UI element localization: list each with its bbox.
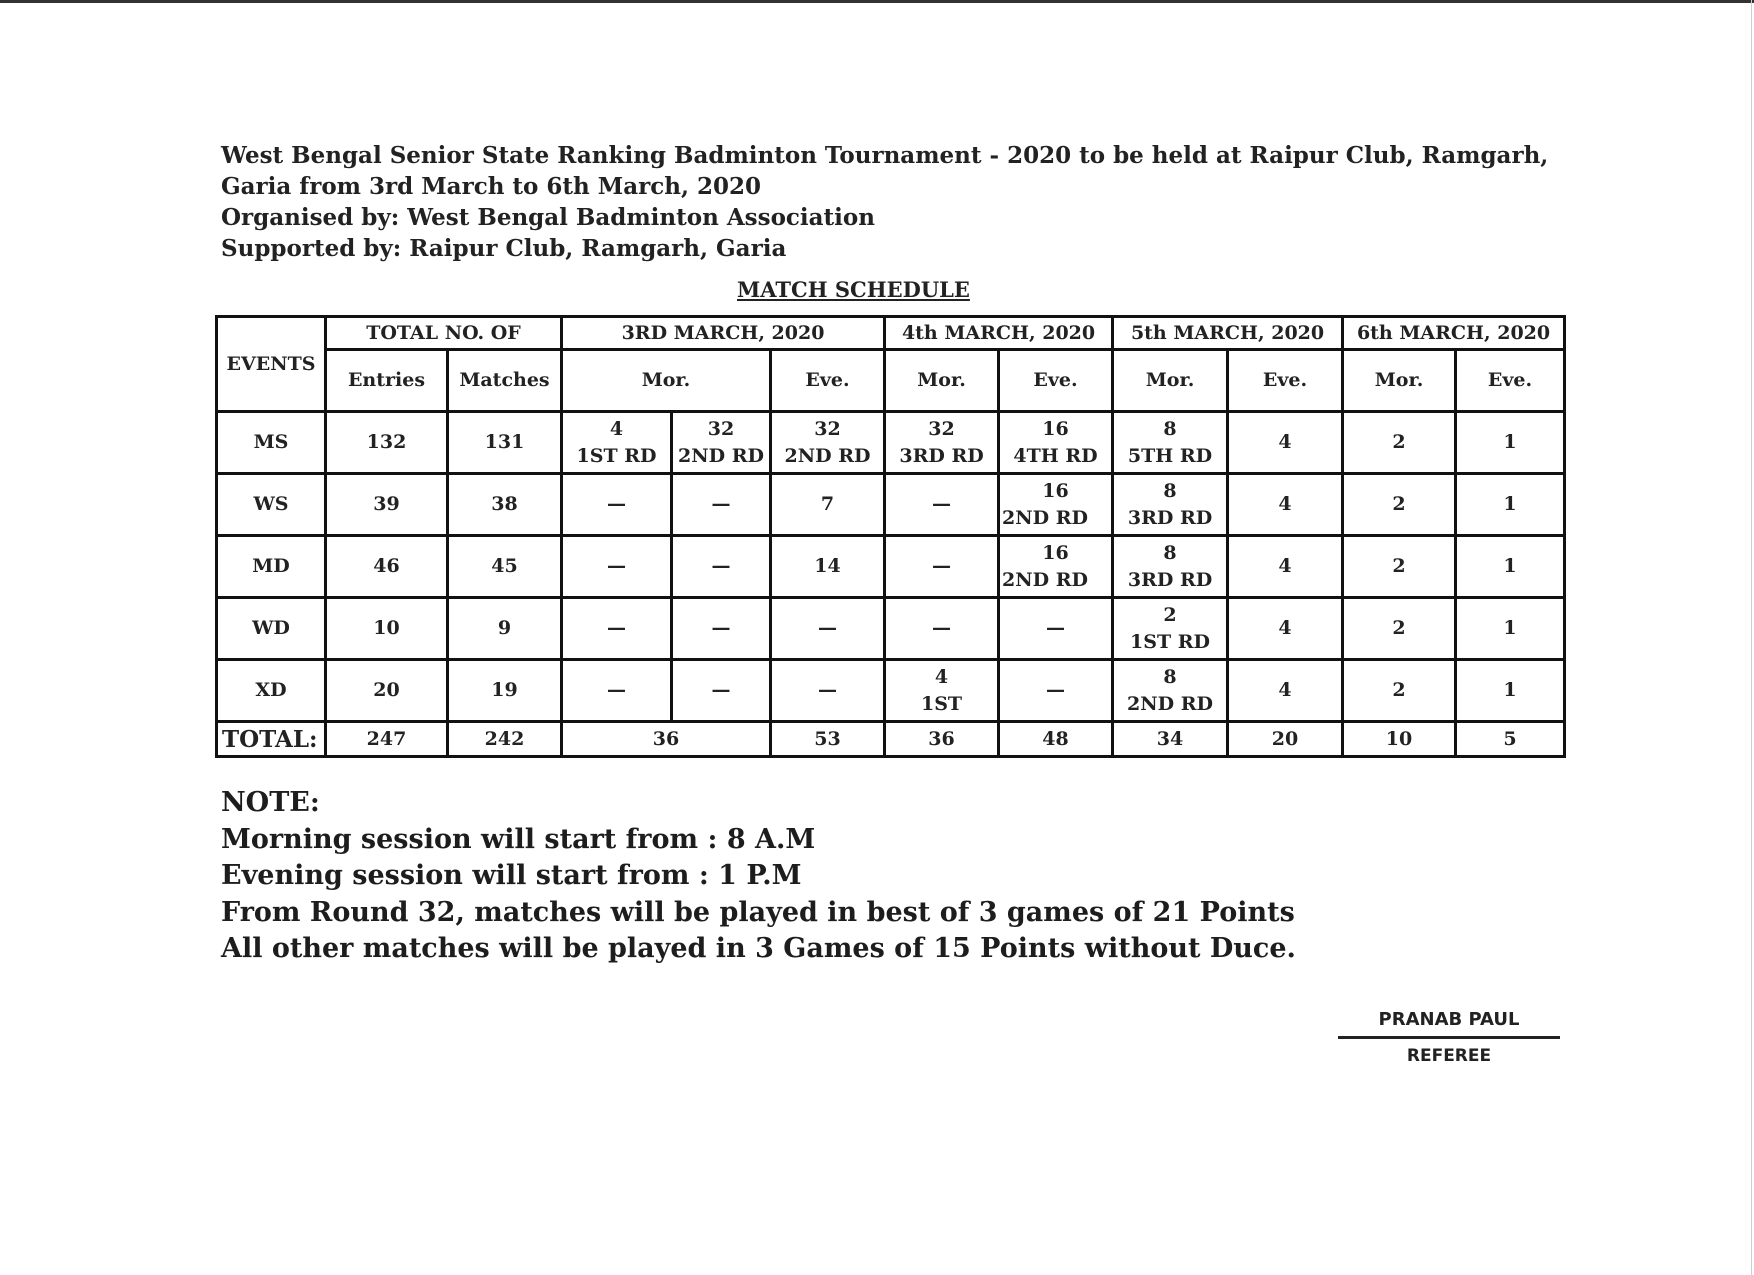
heading-line-1: West Bengal Senior State Ranking Badminton Tournament - 2020 to be held at Raipur Club, Ramgarh, [221,142,1549,169]
round-label: 2ND RD [1002,568,1088,591]
note-line-1: Morning session will start from : 8 A.M [221,823,816,855]
matches-cell: 19 [448,660,562,722]
event-cell: WD [217,598,326,660]
total-d2-eve: 48 [999,722,1113,757]
total-label: TOTAL: [217,722,326,757]
total-no-of-header: TOTAL NO. OF [326,317,562,350]
schedule-cell-d1-mor-a: — [562,660,672,722]
match-count: 2 [1392,431,1406,453]
entries-cell: 39 [326,474,448,536]
page-right-edge [1751,0,1752,1275]
schedule-cell-d4-eve: 1 [1456,474,1565,536]
event-cell: XD [217,660,326,722]
schedule-cell-d4-eve: 1 [1456,598,1565,660]
schedule-cell-d2-eve [999,536,1113,598]
schedule-cell-d4-mor: 2 [1343,660,1456,722]
total-matches: 242 [448,722,562,757]
d3-eve-header: Eve. [1228,350,1343,412]
entries-cell: 132 [326,412,448,474]
match-count: 16 [1042,541,1069,564]
match-count: 4 [934,665,949,688]
match-schedule-table [215,315,1566,758]
schedule-cell-d4-eve: 1 [1456,660,1565,722]
schedule-cell-d4-mor [1343,412,1456,474]
match-count: 8 [1163,665,1177,688]
total-d3-mor: 34 [1113,722,1228,757]
match-count: 4 [1278,431,1292,453]
total-row [217,722,1565,757]
total-d4-eve: 5 [1456,722,1565,757]
date-header-3: 5th MARCH, 2020 [1113,317,1343,350]
round-label: 2ND RD [1127,692,1213,715]
schedule-cell-d2-mor [885,412,999,474]
note-line-3: From Round 32, matches will be played in best of 3 games of 21 Points [221,896,1295,928]
schedule-cell-d2-mor: — [885,598,999,660]
event-cell: WS [217,474,326,536]
d2-mor-header: Mor. [885,350,999,412]
events-header: EVENTS [217,317,326,412]
d1-eve-header: Eve. [771,350,885,412]
referee-role: REFEREE [1406,1046,1492,1066]
table-row [217,536,1565,598]
match-count: 4 [609,417,624,440]
matches-cell: 38 [448,474,562,536]
schedule-cell-d1-eve: — [771,660,885,722]
schedule-cell-d2-eve: — [999,660,1113,722]
schedule-cell-d1-mor-a: — [562,474,672,536]
notes-section [221,785,1521,968]
match-count: 32 [814,417,841,440]
schedule-cell-d1-mor-b: — [672,660,771,722]
schedule-cell-d2-eve [999,412,1113,474]
schedule-cell-d1-eve: — [771,598,885,660]
header-group-row [217,317,1565,350]
schedule-cell-d3-eve: 4 [1228,660,1343,722]
schedule-cell-d3-eve [1228,412,1343,474]
schedule-cell-d4-mor: 2 [1343,474,1456,536]
heading-line-4: Supported by: Raipur Club, Ramgarh, Garia [221,235,787,262]
date-header-4: 6th MARCH, 2020 [1343,317,1565,350]
round-label: 1ST RD [576,444,657,467]
schedule-cell-d1-eve: 7 [771,474,885,536]
round-label: 1ST [920,692,963,715]
note-line-4: All other matches will be played in 3 Games of 15 Points without Duce. [221,933,1296,964]
d4-eve-header: Eve. [1456,350,1565,412]
round-label: 5TH RD [1127,444,1213,467]
d4-mor-header: Mor. [1343,350,1456,412]
schedule-cell-d2-mor: — [885,474,999,536]
schedule-cell-d3-mor [1113,536,1228,598]
page-top-edge [0,0,1754,3]
note-line-2: Evening session will start from : 1 P.M [221,860,802,891]
schedule-cell-d1-mor-b: — [672,474,771,536]
round-label: 3RD RD [1127,568,1213,591]
schedule-cell-d1-mor-a: — [562,598,672,660]
schedule-cell-d3-eve: 4 [1228,598,1343,660]
match-count: 16 [1042,417,1069,440]
schedule-cell-d3-mor [1113,660,1228,722]
schedule-title: MATCH SCHEDULE [737,277,970,302]
total-d4-mor: 10 [1343,722,1456,757]
schedule-cell-d4-mor: 2 [1343,536,1456,598]
schedule-cell-d2-eve [999,474,1113,536]
total-d1-eve: 53 [771,722,885,757]
schedule-cell-d1-mor-a [562,412,672,474]
total-d3-eve: 20 [1228,722,1343,757]
schedule-cell-d3-mor [1113,598,1228,660]
round-label: 4TH RD [1013,444,1098,467]
schedule-cell-d3-mor [1113,474,1228,536]
schedule-cell-d4-eve: 1 [1456,536,1565,598]
table-row [217,660,1565,722]
round-label: 3RD RD [1127,506,1213,529]
round-label: 2ND RD [1002,506,1088,529]
heading-line-2: Garia from 3rd March to 6th March, 2020 [221,173,761,200]
referee-name: PRANAB PAUL [1378,1009,1520,1030]
schedule-cell-d2-eve: — [999,598,1113,660]
match-count: 8 [1163,541,1177,564]
schedule-cell-d1-mor-a: — [562,536,672,598]
event-cell: MS [217,412,326,474]
match-count: 1 [1503,431,1517,453]
table-row [217,412,1565,474]
event-cell: MD [217,536,326,598]
entries-header: Entries [326,350,448,412]
round-label: 2ND RD [678,444,764,467]
round-label: 1ST RD [1130,630,1211,653]
schedule-cell-d4-eve [1456,412,1565,474]
schedule-cell-d1-mor-b [672,412,771,474]
matches-cell: 131 [448,412,562,474]
schedule-cell-d1-mor-b: — [672,598,771,660]
round-label: 3RD RD [899,444,984,467]
schedule-cell-d3-eve: 4 [1228,536,1343,598]
match-count: 16 [1042,479,1069,502]
match-count: 32 [707,417,735,440]
date-header-2: 4th MARCH, 2020 [885,317,1113,350]
table-row [217,474,1565,536]
document-heading [221,140,1549,264]
round-label: 2ND RD [784,444,871,467]
d2-eve-header: Eve. [999,350,1113,412]
schedule-cell-d2-mor [885,660,999,722]
schedule-cell-d1-eve: 14 [771,536,885,598]
notes-title: NOTE: [221,787,320,818]
matches-cell: 9 [448,598,562,660]
entries-cell: 10 [326,598,448,660]
total-entries: 247 [326,722,448,757]
total-d2-mor: 36 [885,722,999,757]
schedule-cell-d4-mor: 2 [1343,598,1456,660]
schedule-cell-d1-mor-b: — [672,536,771,598]
schedule-cell-d3-mor [1113,412,1228,474]
header-sub-row [217,350,1565,412]
heading-line-3: Organised by: West Bengal Badminton Association [221,204,875,231]
entries-cell: 20 [326,660,448,722]
schedule-cell-d3-eve: 4 [1228,474,1343,536]
date-header-1: 3RD MARCH, 2020 [562,317,885,350]
match-count: 32 [928,417,955,440]
table-row [217,598,1565,660]
referee-signature [1338,1006,1560,1069]
schedule-cell-d2-mor: — [885,536,999,598]
entries-cell: 46 [326,536,448,598]
d1-mor-header: Mor. [562,350,771,412]
match-count: 8 [1163,417,1177,440]
matches-cell: 45 [448,536,562,598]
signature-rule [1338,1036,1560,1039]
match-count: 8 [1163,479,1177,502]
schedule-cell-d1-eve [771,412,885,474]
d3-mor-header: Mor. [1113,350,1228,412]
matches-header: Matches [448,350,562,412]
match-count: 2 [1163,603,1177,626]
total-d1-mor: 36 [562,722,771,757]
